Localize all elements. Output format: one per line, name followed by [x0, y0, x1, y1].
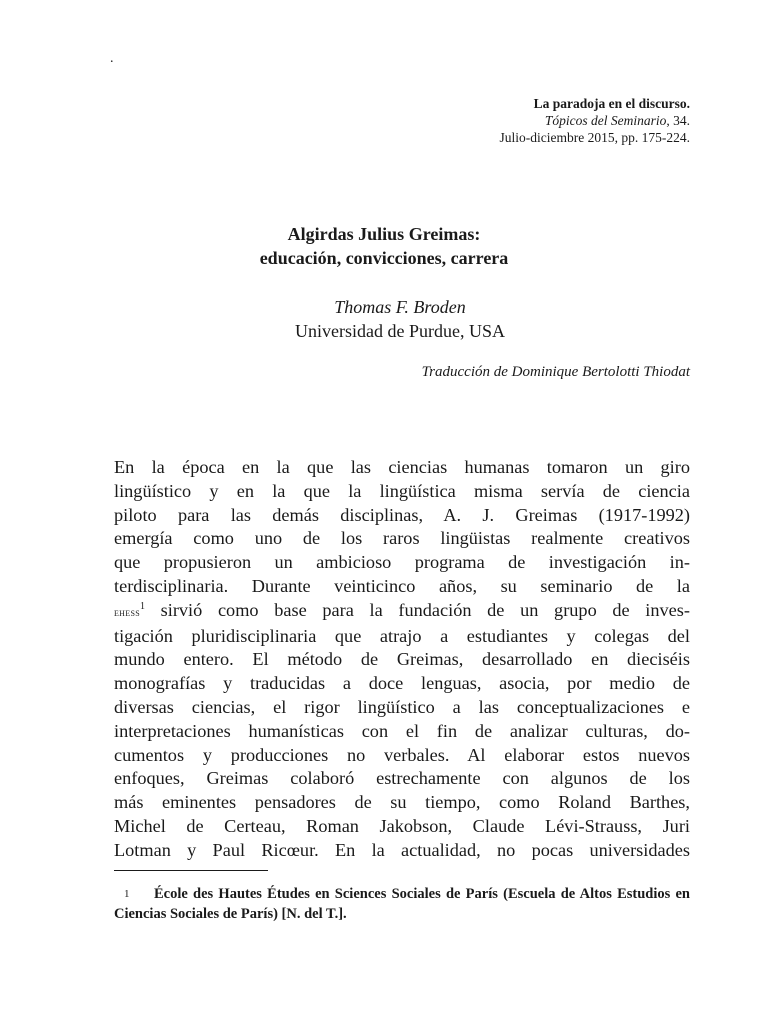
body-line: cumentos y producciones no verbales. Al elaborar estos nuevos — [114, 744, 690, 765]
body-line: piloto para las demás disciplinas, A. J. Greimas (1917-1992) — [114, 504, 690, 525]
series-line — [500, 112, 690, 129]
body-line — [114, 599, 690, 625]
ehess-abbreviation: ehess — [114, 604, 140, 619]
body-line: diversas ciencias, el rigor lingüístico a las conceptualizaciones e — [114, 696, 690, 717]
body-paragraph — [114, 456, 690, 863]
body-line: más eminentes pensadores de su tiempo, como Roland Barthes, — [114, 792, 690, 813]
author-name: Thomas F. Broden — [334, 297, 466, 317]
translator-credit: Traducción de Dominique Bertolotti Thiodat — [421, 364, 690, 380]
body-line: que propusieron un ambicioso programa de investigación in- — [114, 552, 690, 573]
body-line: tigación pluridisciplinaria que atrajo a estudiantes y colegas del — [114, 625, 690, 646]
body-line: En la época en la que las ciencias humanas tomaron un giro — [114, 457, 690, 477]
running-header — [500, 95, 690, 146]
body-line: mundo entero. El método de Greimas, desarrollado en dieciséis — [114, 649, 690, 670]
author-affiliation: Universidad de Purdue, USA — [295, 321, 505, 341]
title-line-2: educación, convicciones, carrera — [259, 248, 509, 268]
footnote-text: École des Hautes Études en Sciences Sociales de París (Escuela de Altos Estudios en Ciencias Sociales de París) [N. del T.]. — [114, 886, 690, 922]
footnote-ref[interactable]: 1 — [139, 600, 145, 612]
body-line: monografías y traducidas a doce lenguas, asocia, por medio de — [114, 673, 690, 694]
series-name: Tópicos del Seminario — [544, 113, 667, 128]
body-line: lingüístico y en la que la lingüística misma servía de ciencia — [114, 480, 690, 501]
series-number: , 34. — [666, 113, 690, 128]
body-line-text: sirvió como base para la fundación de un grupo de inves- — [144, 599, 690, 620]
footnote-divider — [114, 870, 268, 871]
title-line-1: Algirdas Julius Greimas: — [287, 224, 481, 244]
body-line: Lotman y Paul Ricœur. En la actualidad, no pocas universidades — [114, 839, 690, 860]
body-line: enfoques, Greimas colaboró estrechamente con algunos de los — [114, 768, 690, 789]
body-line: Michel de Certeau, Roman Jakobson, Claude Lévi-Strauss, Juri — [114, 815, 690, 836]
body-line: emergía como uno de los raros lingüistas realmente creativos — [114, 528, 690, 549]
article-title — [0, 222, 768, 270]
journal-title: La paradoja en el discurso. — [533, 96, 690, 111]
body-line: terdisciplinaria. Durante veinticinco años, su seminario de la — [114, 575, 690, 596]
body-line: interpretaciones humanísticas con el fin de analizar culturas, do- — [114, 720, 690, 741]
page-mark: . — [110, 51, 114, 66]
footnote — [114, 884, 690, 924]
issue-line: Julio-diciembre 2015, pp. 175-224. — [499, 130, 690, 145]
author-block — [0, 295, 768, 343]
footnote-number: 1 — [124, 888, 130, 900]
